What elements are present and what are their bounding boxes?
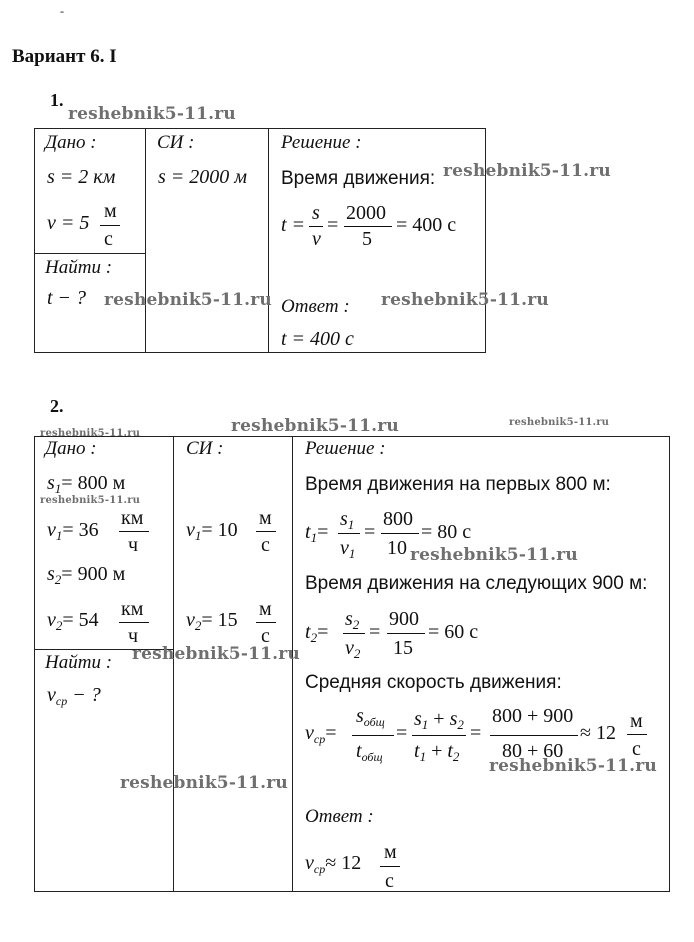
task2-f2-s2: $s_2$ (345, 608, 360, 632)
task2-unit-km-2: км (121, 598, 144, 620)
task2-find-v: $v_{ср}$ − ? (47, 684, 101, 708)
task1-result: = 400 с (396, 214, 457, 236)
task2-solution-text3: Средняя скорость движения: (305, 672, 562, 693)
task2-f1-10: 10 (387, 537, 407, 559)
task1-eq: = (327, 214, 339, 236)
task2-si-v1: $v_1= 10$ (186, 519, 238, 543)
watermark: reshebnik5-11.ru (443, 161, 611, 181)
task2-f3-den: 80 + 60 (502, 740, 564, 762)
task2-si-header: СИ : (186, 438, 224, 459)
task1-given-s: s = 2 км (47, 166, 116, 188)
task2-answer-unit-m: м (384, 841, 397, 863)
watermark: reshebnik5-11.ru (120, 773, 288, 793)
task2-unit-km-1: км (121, 507, 144, 529)
task2-given-v2: $v_2= 54$ (47, 609, 99, 633)
watermark-small: reshebnik5-11.ru (509, 417, 610, 428)
task2-si-unit-m-2: м (259, 598, 272, 620)
task2-f2-result: = 60 с (428, 621, 479, 643)
task2-f1-s1: $s_1$ (340, 508, 355, 532)
task2-given-v1: $v_1= 36$ (47, 519, 99, 543)
task2-f3-unit-s: с (632, 738, 641, 760)
task2-f2-eq: = (369, 621, 381, 643)
task2-si-unit-s-2: с (261, 625, 270, 647)
task1-find-header: Найти : (45, 257, 113, 278)
task2-f3-num: 800 + 900 (492, 705, 574, 727)
task2-f1-result: = 80 с (421, 521, 472, 543)
task2-answer: $v_{ср}\approx 12$ (305, 852, 362, 876)
task1-unit-s: с (104, 228, 113, 250)
task2-t-total: $t_{общ}$ (356, 740, 383, 764)
watermark: reshebnik5-11.ru (231, 416, 399, 436)
task2-f2-900: 900 (389, 608, 419, 630)
task2-answer-header: Ответ : (305, 806, 374, 827)
task2-vavg: $v_{ср}=$ (305, 722, 337, 746)
task2-f1-eq: = (364, 521, 376, 543)
task1-frac-v: v (312, 228, 321, 250)
watermark: reshebnik5-11.ru (489, 756, 657, 776)
task2-f3-approx: ≈ 12 (580, 722, 616, 744)
task1-frac-s: s (312, 202, 320, 224)
page-title: Вариант 6. I (12, 46, 117, 67)
task2-solution-text1: Время движения на первых 800 м: (305, 474, 611, 495)
task2-f3-t-sum: $t_1 + t_2$ (414, 740, 460, 764)
task1-solution-text: Время движения: (281, 168, 436, 189)
task2-solution-text2: Время движения на следующих 900 м: (305, 573, 648, 594)
task1-solution-header: Решение : (281, 132, 362, 153)
watermark-small: reshebnik5-11.ru (40, 495, 141, 506)
task1-si-s: s = 2000 м (158, 166, 248, 188)
task2-number: 2. (50, 396, 64, 416)
task2-find-header: Найти : (45, 652, 113, 673)
task2-t1: $t_1=$ (305, 521, 329, 545)
task1-frac-5: 5 (362, 228, 372, 250)
task1-formula-t: t = (281, 214, 306, 236)
watermark: reshebnik5-11.ru (410, 545, 578, 565)
task2-si-v2: $v_2= 15$ (186, 609, 238, 633)
task1-answer: t = 400 с (281, 328, 354, 350)
task2-f3-eq2: = (470, 722, 482, 744)
task2-f3-eq1: = (396, 722, 408, 744)
task2-unit-h-2: ч (128, 625, 139, 647)
task2-given-s2: $s_2= 900$ м (47, 563, 126, 587)
watermark: reshebnik5-11.ru (68, 104, 236, 124)
task2-given-header: Дано : (45, 438, 97, 459)
task2-f3-unit-m: м (630, 710, 643, 732)
watermark: reshebnik5-11.ru (381, 290, 549, 310)
task1-given-header: Дано : (45, 132, 97, 153)
task2-solution-header: Решение : (305, 438, 386, 459)
task2-t2: $t_2=$ (305, 621, 329, 645)
watermark: reshebnik5-11.ru (132, 644, 300, 664)
task1-given-v: v = 5 (47, 212, 90, 234)
top-mark: - (60, 4, 64, 18)
task2-si-unit-s-1: с (261, 534, 270, 556)
task1-answer-header: Ответ : (281, 296, 350, 317)
task1-find-t: t − ? (47, 287, 87, 309)
watermark: reshebnik5-11.ru (104, 290, 272, 310)
watermark-small: reshebnik5-11.ru (40, 428, 141, 439)
task1-frac-2000: 2000 (346, 202, 386, 224)
task2-f1-800: 800 (383, 508, 413, 530)
task1-number: 1. (50, 90, 64, 110)
task2-f3-s-sum: $s_1 + s_2$ (414, 708, 464, 732)
task2-s-total: $s_{общ}$ (356, 705, 385, 729)
task2-given-s1: $s_1= 800$ м (47, 472, 126, 496)
task2-unit-h-1: ч (128, 534, 139, 556)
task2-f2-15: 15 (393, 637, 413, 659)
task2-f2-v2: $v_2$ (345, 637, 361, 661)
task2-answer-unit-s: с (385, 870, 394, 892)
task2-f1-v1: $v_1$ (340, 537, 356, 561)
task1-unit-m: м (104, 200, 117, 222)
task1-si-header: СИ : (157, 132, 195, 153)
task2-si-unit-m-1: м (259, 507, 272, 529)
